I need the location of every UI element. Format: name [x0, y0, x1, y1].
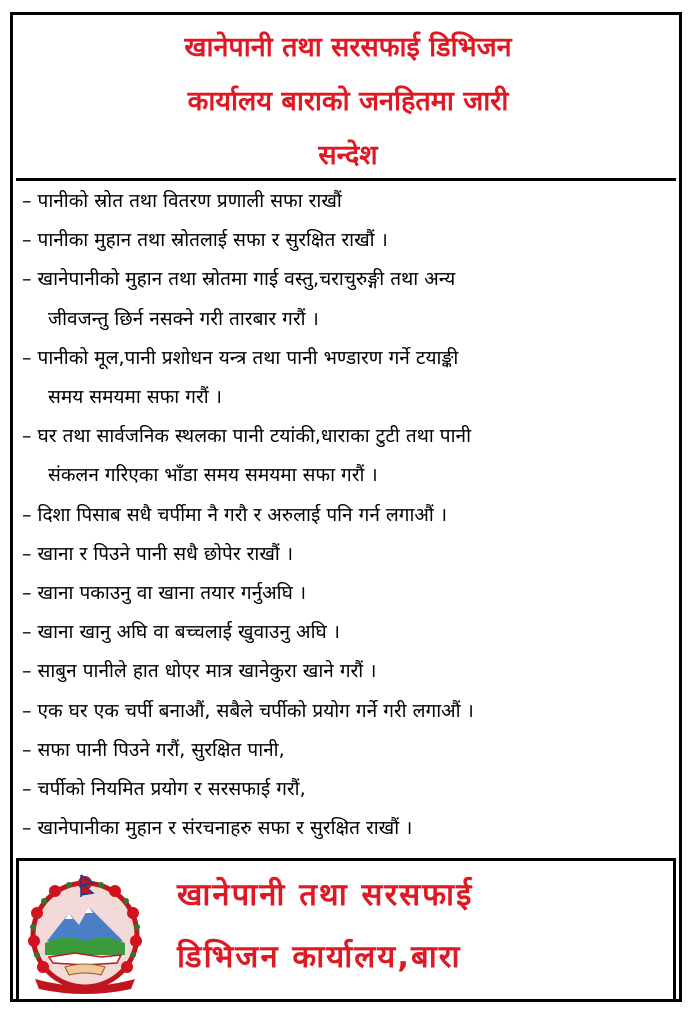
message-line: – खानेपानीको मुहान तथा स्रोतमा गाई वस्तु,चराचुरुङ्गी तथा अन्य	[22, 268, 456, 291]
message-line: – खाना र पिउने पानी सधै छोपेर राखौं ।	[22, 542, 294, 565]
message-item	[22, 227, 672, 266]
message-item	[22, 423, 672, 501]
message-line: – पानीको स्रोत तथा वितरण प्रणाली सफा राखौं	[22, 190, 342, 212]
message-item	[22, 502, 672, 541]
message-line: – साबुन पानीले हात धोएर मात्र खानेकुरा खाने गरौं ।	[22, 660, 377, 683]
message-item	[22, 541, 672, 580]
message-line-continued: समय समयमा सफा गरौं ।	[48, 385, 222, 408]
message-line-continued: जीवजन्तु छिर्न नसक्ने गरी तारबार गरौं ।	[48, 307, 319, 330]
message-item	[22, 266, 672, 344]
message-item	[22, 188, 672, 227]
message-line: – एक घर एक चर्पी बनाऔं, सबैले चर्पीको प्रयोग गर्ने गरी लगाऔं ।	[22, 699, 474, 722]
message-item	[22, 580, 672, 619]
message-line-continued: संकलन गरिएका भाँडा समय समयमा सफा गरौं ।	[48, 464, 378, 487]
message-item	[22, 658, 672, 697]
message-item	[22, 776, 672, 815]
message-line: – दिशा पिसाब सधै चर्पीमा नै गरौ र अरुलाई पनि गर्न लगाऔं ।	[22, 503, 448, 526]
message-item	[22, 345, 672, 423]
message-line: – खाना खानु अघि वा बच्चलाई खुवाउनु अघि ।	[22, 621, 340, 644]
heading-line-2: कार्यालय बाराको जनहितमा जारी	[187, 86, 509, 117]
footer-line-2: डिभिजन कार्यालय,बारा	[177, 939, 462, 975]
header-divider	[16, 178, 676, 181]
message-line: – पानीको मूल,पानी प्रशोधन यन्त्र तथा पानी भण्डारण गर्ने टयाङ्की	[22, 346, 459, 369]
message-line: – चर्पीको नियमित प्रयोग र सरसफाई गरौं,	[22, 778, 306, 800]
message-item	[22, 737, 672, 776]
nepal-emblem-icon	[25, 871, 145, 996]
message-item	[22, 698, 672, 737]
footer-line-1: खानेपानी तथा सरसफाई	[177, 877, 474, 913]
footer-box	[16, 858, 676, 1002]
heading-line-3: सन्देश	[318, 140, 378, 171]
message-line: – खाना पकाउनु वा खाना तयार गर्नुअघि ।	[22, 582, 307, 604]
message-line: – पानीका मुहान तथा स्रोतलाई सफा र सुरक्षित राखौं ।	[22, 229, 388, 252]
message-line: – घर तथा सार्वजनिक स्थलका पानी टयांकी,धाराका टुटी तथा पानी	[22, 425, 471, 448]
message-line: – खानेपानीका मुहान र संरचनाहरु सफा र सुरक्षित राखौं ।	[22, 817, 413, 840]
heading-line-1: खानेपानी तथा सरसफाई डिभिजन	[184, 32, 512, 63]
message-item	[22, 619, 672, 658]
message-line: – सफा पानी पिउने गरौं, सुरक्षित पानी,	[22, 738, 285, 761]
message-item	[22, 815, 672, 854]
